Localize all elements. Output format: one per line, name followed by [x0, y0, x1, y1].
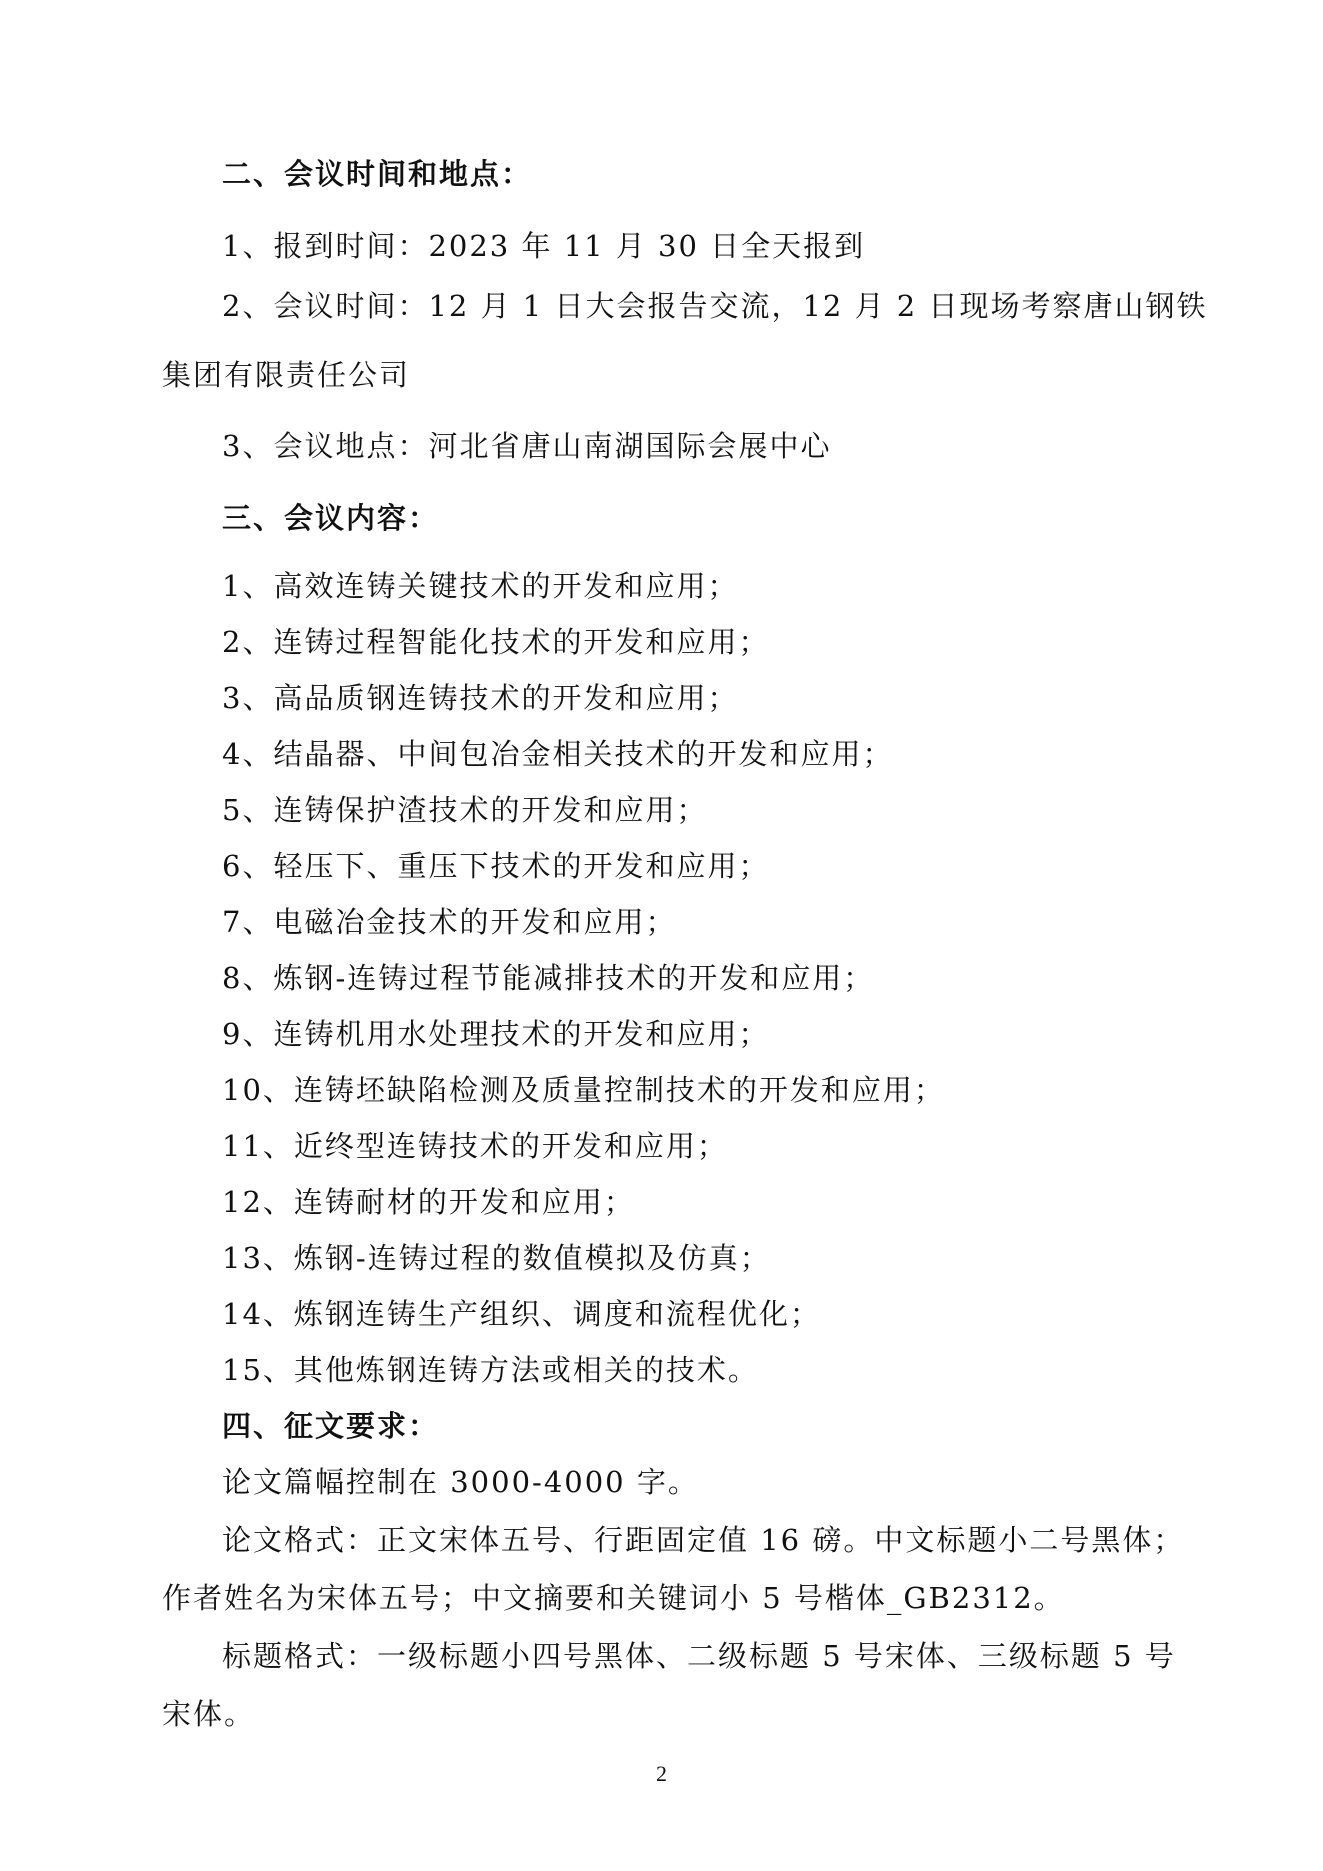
section3-item: 4、结晶器、中间包冶金相关技术的开发和应用；: [222, 737, 894, 771]
section4-paragraph-continuation: 作者姓名为宋体五号；中文摘要和关键词小 5 号楷体_GB2312。: [162, 1581, 1065, 1615]
section3-item: 1、高效连铸关键技术的开发和应用；: [222, 569, 739, 603]
section2-item-continuation: 集团有限责任公司: [162, 358, 411, 392]
section3-item: 12、连铸耐材的开发和应用；: [222, 1185, 635, 1219]
section3-item: 6、轻压下、重压下技术的开发和应用；: [222, 849, 770, 883]
section4-heading: 四、征文要求：: [222, 1409, 440, 1443]
section3-item: 3、高品质钢连铸技术的开发和应用；: [222, 681, 739, 715]
section4-paragraph: 论文格式：正文宋体五号、行距固定值 16 磅。中文标题小二号黑体；: [222, 1523, 1185, 1557]
section3-item: 10、连铸坯缺陷检测及质量控制技术的开发和应用；: [222, 1073, 945, 1107]
section3-item: 15、其他炼钢连铸方法或相关的技术。: [222, 1353, 759, 1387]
section2-item: 3、会议地点：河北省唐山南湖国际会展中心: [222, 429, 832, 463]
section3-item: 13、炼钢-连铸过程的数值模拟及仿真；: [222, 1241, 771, 1275]
section3-item: 11、近终型连铸技术的开发和应用；: [222, 1129, 728, 1163]
section3-item: 7、电磁冶金技术的开发和应用；: [222, 905, 677, 939]
section4-paragraph: 论文篇幅控制在 3000-4000 字。: [222, 1465, 699, 1499]
page-number: 2: [656, 1761, 667, 1786]
section3-item: 9、连铸机用水处理技术的开发和应用；: [222, 1017, 770, 1051]
section4-paragraph-continuation: 宋体。: [162, 1697, 256, 1731]
section4-paragraph: 标题格式：一级标题小四号黑体、二级标题 5 号宋体、三级标题 5 号: [222, 1639, 1176, 1673]
section2-heading: 二、会议时间和地点：: [222, 157, 533, 191]
section3-item: 14、炼钢连铸生产组织、调度和流程优化；: [222, 1297, 821, 1331]
section2-item: 1、报到时间：2023 年 11 月 30 日全天报到: [222, 229, 866, 263]
section3-item: 5、连铸保护渣技术的开发和应用；: [222, 793, 708, 827]
section3-heading: 三、会议内容：: [222, 501, 440, 535]
section3-item: 8、炼钢-连铸过程节能减排技术的开发和应用；: [222, 961, 875, 995]
section2-item: 2、会议时间：12 月 1 日大会报告交流，12 月 2 日现场考察唐山钢铁: [222, 289, 1208, 323]
section3-item: 2、连铸过程智能化技术的开发和应用；: [222, 625, 770, 659]
